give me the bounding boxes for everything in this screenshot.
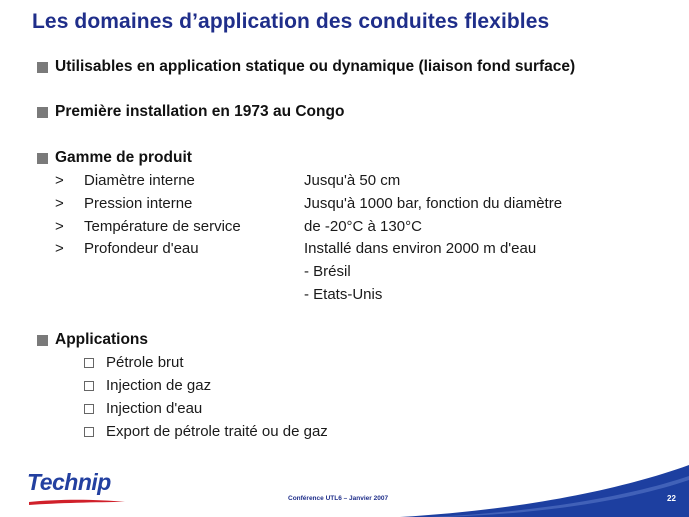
application-crude-oil: Pétrole brut [106,354,184,371]
chevron-right-icon: > [55,195,64,212]
spec-value-pressure: Jusqu'à 1000 bar, fonction du diamètre [304,195,563,212]
depth-example-usa: - Etats-Unis [304,286,383,303]
logo-swoosh-icon [27,469,137,509]
bullet-applications-text: Applications [55,331,149,348]
logo-text: Technip [27,469,111,495]
chevron-right-icon: > [55,218,64,235]
spec-label-pressure: Pression interne [84,195,193,212]
spec-label-depth: Profondeur d'eau [84,240,199,257]
technip-logo [27,469,137,509]
chevron-right-icon: > [55,172,64,189]
chevron-right-icon: > [55,240,64,257]
slide-title: Les domaines d’application des conduites flexibles [32,10,550,33]
application-gas-injection: Injection de gaz [106,377,212,394]
spec-label-diameter: Diamètre interne [84,172,195,189]
application-water-injection: Injection d'eau [106,400,203,417]
spec-value-temperature: de -20°C à 130°C [304,218,422,235]
spec-value-diameter: Jusqu'à 50 cm [304,172,401,189]
page-number: 22 [667,494,676,503]
depth-example-brazil: - Brésil [304,263,351,280]
spec-value-depth: Installé dans environ 2000 m d'eau [304,240,537,257]
spec-label-temperature: Température de service [84,218,241,235]
application-export: Export de pétrole traité ou de gaz [106,423,328,440]
footer-text: Conférence UTL6 – Janvier 2007 [288,495,389,502]
bullet-usage-text: Utilisables en application statique ou dynamique (liaison fond surface) [55,58,576,75]
bullet-product-range-text: Gamme de produit [55,149,192,166]
bullet-first-install-text: Première installation en 1973 au Congo [55,103,345,120]
